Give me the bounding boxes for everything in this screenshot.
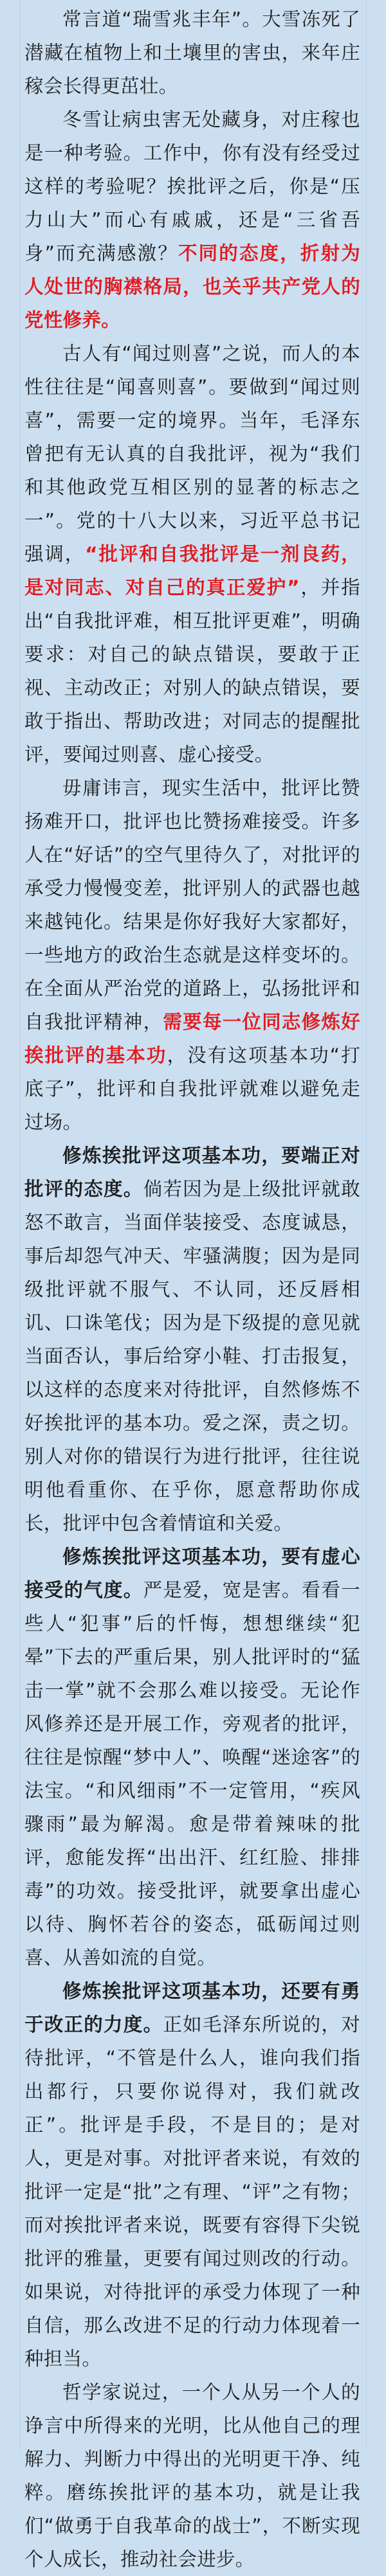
paragraph-reality <box>0 771 386 1139</box>
paragraph-text: 冬雪让病虫害无处藏身，对庄稼也是一种考验。工作中，你有没有经受过这样的考验呢？挨批评之后，你是“压力山大”而心有戚戚，还是“三省吾身”而充满感激？ <box>24 109 360 264</box>
paragraph-attitude <box>0 1139 386 1540</box>
highlight-text: 需要每一位同志修炼好挨批评的基本功 <box>24 1011 360 1066</box>
paragraph-text: 常言道“瑞雪兆丰年”。大雪冻死了潜藏在植物上和土壤里的害虫，来年庄稼会长得更茁壮。 <box>24 8 360 97</box>
paragraph-text: ，并指出“自我批评难，相互批评更难”，明确要求：对自己的缺点错误，要敢于正视、主动改正；对别人的缺点错误，要敢于指出、帮助改进；对同志的提醒批评，要闻过则喜、虚心接受。 <box>24 577 360 765</box>
paragraph-intro <box>0 3 386 103</box>
paragraph-conclusion <box>0 2375 386 2576</box>
paragraph-text: 倘若因为是上级批评就敢怒不敢言，当面佯装接受、态度诚恳，事后却怨气冲天、牢骚满腹；因为是同级批评就不服气、不认同，还反唇相讥、口诛笔伐；因为是下级提的意见就当面否认，事后给穿小鞋、打击报复，以这样的态度来对待批评，自然修炼不好挨批评的基本功。爱之深，责之切。别人对你的错误行为进行批评，往往说明他看重你、在乎你，愿意帮助你成长，批评中包含着情谊和关爱。 <box>24 1178 360 1534</box>
section-lead: 修炼挨批评这项基本功，要有虚心接受的气度。 <box>24 1546 360 1601</box>
paragraph-humility <box>0 1540 386 1974</box>
left-border-line <box>19 0 20 2451</box>
paragraph-text: 哲学家说过，一个人从另一个人的诤言中所得来的光明，比从他自己的理解力、判断力中得出的光明更干净、纯粹。磨练挨批评的基本功，就是让我们“做勇于自我革命的战士”，不断实现个人成长，推动社会进步。 <box>24 2381 360 2570</box>
paragraph-text: 古人有“闻过则喜”之说，而人的本性往往是“闻喜则喜”。要做到“闻过则喜”，需要一定的境界。当年，毛泽东曾把有无认真的自我批评，视为“我们和其他政党互相区别的显著的标志之一”。党的十八大以来，习近平总书记强调， <box>24 343 360 565</box>
highlight-quote: “批评和自我批评是一剂良药，是对同志、对自己的真正爱护” <box>24 543 360 598</box>
paragraph-text: 正如毛泽东所说的，对待批评，“不管是什么人，谁向我们指出都行，只要你说得对，我们就改正”。批评是手段，不是目的；是对人，更是对事。对批评者来说，有效的批评一定是“批”之有理、“评”之有物；而对挨批评者来说，既要有容得下尖锐批评的雅量，更要有闻过则改的行动。如果说，对待批评的承受力体现了一种自信，那么改进不足的行动力体现着一种担当。 <box>24 2014 360 2370</box>
paragraph-test <box>0 103 386 337</box>
paragraph-text: 严是爱，宽是害。看看一些人“犯事”后的忏悔，想想继续“犯晕”下去的严重后果，别人批评时的“猛击一掌”就不会那么难以接受。无论作风修养还是开展工作，旁观者的批评，往往是惊醒“梦中人”、唤醒“迷途客”的法宝。“和风细雨”不一定管用，“疾风骤雨”最为解渴。愈是带着辣味的批评，愈能发挥“出出汗、红红脸、排排毒”的功效。接受批评，就要拿出虚心以待、胸怀若谷的姿态，砥砺闻过则喜、从善如流的自觉。 <box>24 1579 360 1969</box>
paragraph-ancients <box>0 337 386 771</box>
section-lead: 修炼挨批评这项基本功，要端正对批评的态度。 <box>24 1145 360 1200</box>
paragraph-text: 毋庸讳言，现实生活中，批评比赞扬难开口，批评也比赞扬难接受。许多人在“好话”的空气里待久了，对批评的承受力慢慢变差，批评别人的武器也越来越钝化。结果是你好我好大家都好，一些地方的政治生态就是这样变坏的。在全面从严治党的道路上，弘扬批评和自我批评精神， <box>24 777 360 1033</box>
paragraph-correction <box>0 1974 386 2375</box>
right-border-line <box>366 0 367 2451</box>
section-lead: 修炼挨批评这项基本功，还要有勇于改正的力度。 <box>24 1980 360 2035</box>
highlight-text: 不同的态度，折射为人处世的胸襟格局，也关乎共产党人的党性修养。 <box>24 242 361 331</box>
paragraph-text: ，没有这项基本功“打底子”，批评和自我批评就难以避免走过场。 <box>24 1044 360 1133</box>
